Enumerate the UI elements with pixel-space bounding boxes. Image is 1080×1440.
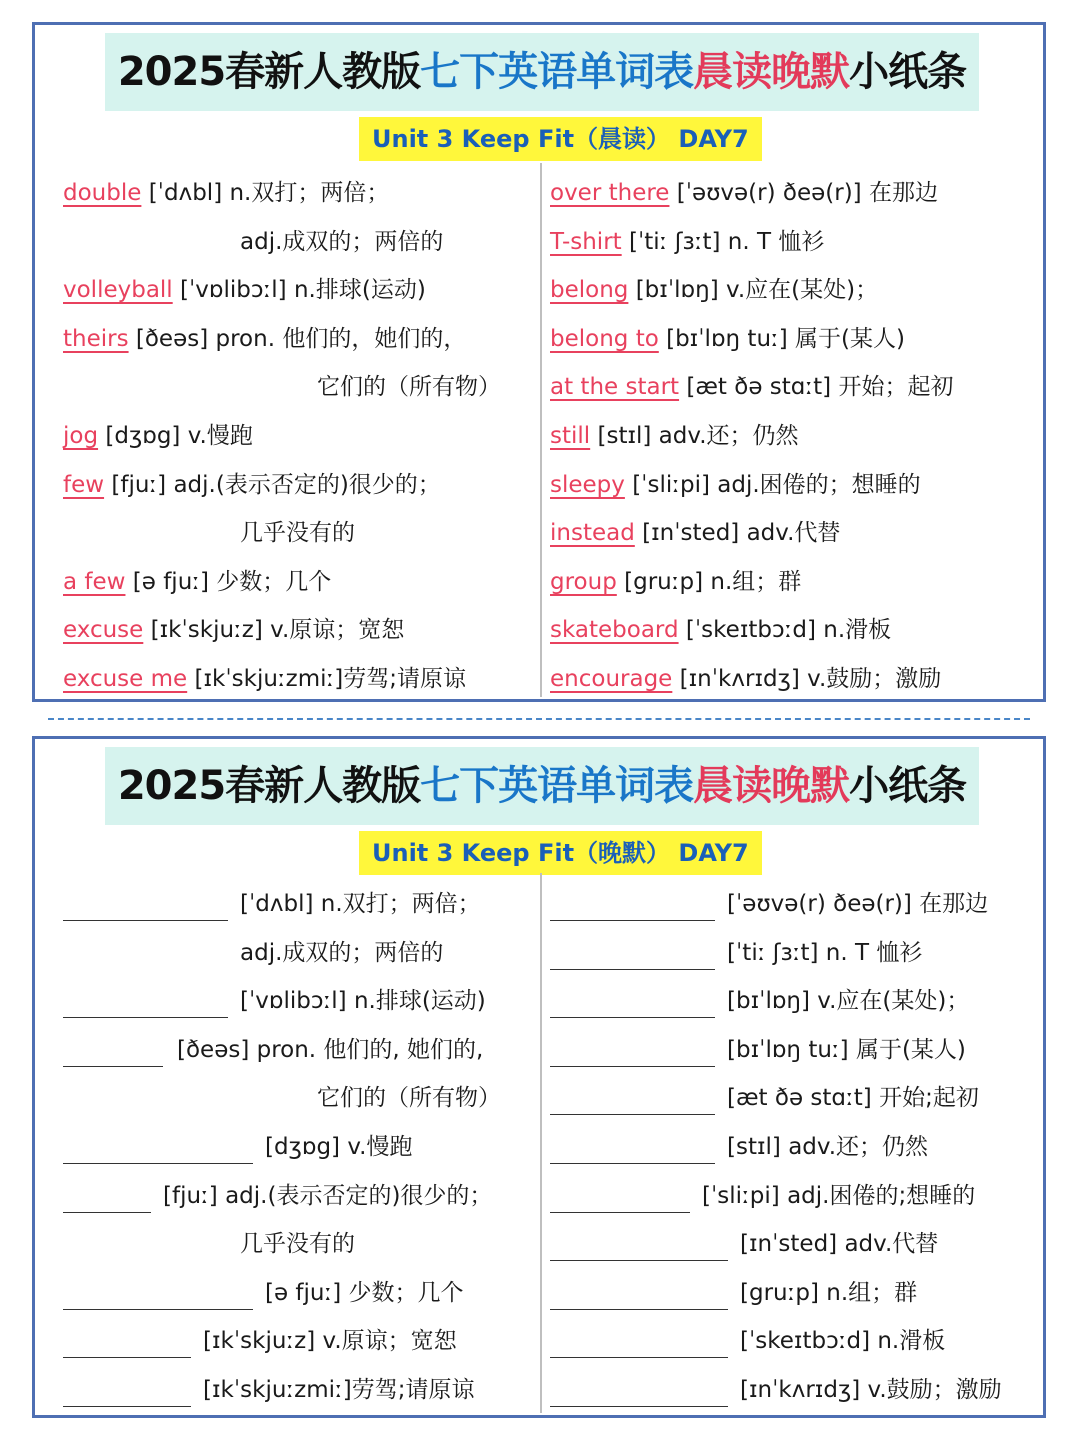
answer-blank[interactable] bbox=[63, 989, 228, 1018]
morning-card bbox=[32, 22, 1046, 702]
vocab-word: still bbox=[550, 423, 591, 449]
answer-blank[interactable] bbox=[550, 1184, 690, 1213]
answer-blank[interactable] bbox=[63, 1184, 151, 1213]
vocab-definition: [dʒɒg] v.慢跑 bbox=[265, 1134, 413, 1160]
vocab-definition: [ˈsliːpi] adj.困倦的；想睡的 bbox=[624, 471, 921, 498]
vocab-word: volleyball bbox=[63, 277, 173, 304]
vocab-definition: 几乎没有的 bbox=[240, 520, 355, 547]
vocab-definition: [ɪkˈskjuːz] v.原谅；宽恕 bbox=[203, 1328, 457, 1355]
answer-blank[interactable] bbox=[63, 1038, 163, 1067]
vocab-row bbox=[63, 610, 404, 650]
vocab-definition: [ˈvɒlibɔːl] n.排球(运动) bbox=[240, 988, 486, 1015]
vocab-definition: [ɪkˈskjuːz] v.原谅；宽恕 bbox=[143, 617, 405, 644]
title-part-4: 小纸条 bbox=[849, 49, 967, 95]
answer-blank[interactable] bbox=[550, 1329, 728, 1358]
title-part-3: 晨读晚默 bbox=[693, 49, 850, 95]
vocab-definition: [ˈskeɪtbɔːd] n.滑板 bbox=[740, 1328, 946, 1355]
vocab-word: over there bbox=[550, 180, 670, 206]
answer-blank[interactable] bbox=[550, 1038, 715, 1067]
vocab-definition: [stɪl] adv.还；仍然 bbox=[727, 1134, 929, 1160]
vocab-definition: [bɪˈlɒŋ] v.应在(某处)； bbox=[628, 277, 879, 304]
vocab-row bbox=[550, 562, 801, 602]
vocab-definition: [æt ðə stɑːt] 开始；起初 bbox=[679, 374, 954, 401]
vocab-row bbox=[550, 416, 799, 456]
dashed-separator bbox=[48, 718, 1030, 720]
answer-blank[interactable] bbox=[550, 941, 715, 970]
vocab-definition: [ˈtiː ʃɜːt] n. T 恤衫 bbox=[727, 939, 923, 966]
answer-blank[interactable] bbox=[550, 1281, 728, 1310]
vocab-word: double bbox=[63, 180, 142, 206]
evening-card bbox=[32, 736, 1046, 1418]
vocab-definition: [gruːp] n.组；群 bbox=[740, 1279, 918, 1306]
vocab-definition: 几乎没有的 bbox=[240, 1231, 355, 1258]
vocab-definition: [stɪl] adv.还；仍然 bbox=[590, 423, 799, 449]
vocab-row bbox=[550, 173, 938, 213]
vocab-definition: [ðeəs] pron. 他们的，她们的， bbox=[128, 325, 467, 352]
vocab-definition: 它们的（所有物） bbox=[317, 374, 501, 401]
title-part-2: 七下英语单词表 bbox=[420, 763, 694, 809]
vocab-definition: [ə fjuː] 少数；几个 bbox=[265, 1279, 464, 1306]
vocab-row bbox=[63, 319, 466, 359]
answer-blank[interactable] bbox=[63, 1135, 253, 1164]
page-title bbox=[105, 33, 979, 111]
column-divider bbox=[540, 873, 542, 1413]
vocab-row bbox=[550, 465, 921, 505]
vocab-definition: [bɪˈlɒŋ tuː] 属于(某人) bbox=[727, 1036, 966, 1063]
vocab-row bbox=[63, 416, 253, 456]
vocab-definition: [ə fjuː] 少数；几个 bbox=[125, 568, 332, 595]
vocab-row bbox=[63, 659, 466, 699]
vocab-definition: [ˈvɒlibɔːl] n.排球(运动) bbox=[172, 277, 426, 304]
vocab-definition: [ˈəʊvə(r) ðeə(r)] 在那边 bbox=[669, 180, 938, 206]
vocab-definition: [ɪkˈskjuːzmiː]劳驾;请原谅 bbox=[203, 1377, 475, 1403]
vocab-definition: [ˈəʊvə(r) ðeə(r)] 在那边 bbox=[727, 891, 989, 917]
vocab-word: T-shirt bbox=[550, 228, 622, 255]
vocab-word: instead bbox=[550, 520, 635, 547]
vocab-definition: [ɪnˈkʌrɪdʒ] v.鼓励；激励 bbox=[672, 666, 942, 692]
vocab-definition: [ɪnˈsted] adv.代替 bbox=[740, 1231, 939, 1258]
answer-blank[interactable] bbox=[63, 892, 228, 921]
vocab-word: few bbox=[63, 471, 105, 498]
vocab-word: belong to bbox=[550, 325, 659, 352]
vocab-word: excuse me bbox=[63, 666, 188, 692]
answer-blank[interactable] bbox=[550, 1378, 728, 1407]
vocab-definition: [ˈsliːpi] adj.困倦的;想睡的 bbox=[702, 1182, 976, 1209]
title-part-1: 2025春新人教版 bbox=[117, 763, 421, 809]
answer-blank[interactable] bbox=[550, 1086, 715, 1115]
vocab-word: at the start bbox=[550, 374, 680, 401]
answer-blank[interactable] bbox=[550, 989, 715, 1018]
answer-blank[interactable] bbox=[63, 1378, 191, 1407]
unit-subtitle: Unit 3 Keep Fit（晨读） DAY7 bbox=[359, 117, 762, 161]
vocab-definition: adj.成双的；两倍的 bbox=[240, 939, 444, 966]
column-divider bbox=[540, 163, 542, 697]
title-part-2: 七下英语单词表 bbox=[420, 49, 694, 95]
page-title bbox=[105, 747, 979, 825]
vocab-definition: [gruːp] n.组；群 bbox=[616, 568, 802, 595]
vocab-word: a few bbox=[63, 568, 126, 595]
vocab-row bbox=[550, 319, 905, 359]
vocab-definition: [ɪnˈsted] adv.代替 bbox=[634, 520, 841, 547]
vocab-definition: [fjuː] adj.(表示否定的)很少的； bbox=[163, 1182, 493, 1209]
vocab-definition: [ɪkˈskjuːzmiː]劳驾;请原谅 bbox=[187, 666, 467, 692]
vocab-definition: [ɪnˈkʌrɪdʒ] v.鼓励；激励 bbox=[740, 1377, 1002, 1403]
vocab-row bbox=[240, 222, 443, 262]
vocab-definition: 它们的（所有物） bbox=[317, 1085, 501, 1112]
vocab-row bbox=[550, 513, 840, 553]
vocab-word: belong bbox=[550, 277, 629, 304]
vocab-definition: [ðeəs] pron. 他们的, 她们的, bbox=[177, 1036, 484, 1063]
vocab-definition: [ˈskeɪtbɔːd] n.滑板 bbox=[678, 617, 892, 644]
title-part-3: 晨读晚默 bbox=[693, 763, 850, 809]
vocab-definition: [ˈdʌbl] n.双打；两倍； bbox=[240, 891, 481, 917]
vocab-row bbox=[550, 367, 953, 407]
vocab-row bbox=[240, 513, 355, 553]
vocab-row bbox=[550, 222, 824, 262]
vocab-row bbox=[550, 659, 941, 699]
answer-blank[interactable] bbox=[550, 892, 715, 921]
vocab-word: skateboard bbox=[550, 617, 679, 644]
vocab-word: theirs bbox=[63, 325, 129, 352]
vocab-word: sleepy bbox=[550, 471, 625, 498]
vocab-definition: [dʒɒg] v.慢跑 bbox=[98, 423, 253, 449]
answer-blank[interactable] bbox=[63, 1281, 253, 1310]
unit-subtitle: Unit 3 Keep Fit（晚默） DAY7 bbox=[359, 831, 762, 875]
answer-blank[interactable] bbox=[550, 1135, 715, 1164]
vocab-definition: [ˈdʌbl] n.双打；两倍； bbox=[141, 180, 390, 206]
vocab-word: group bbox=[550, 568, 617, 595]
vocab-row bbox=[63, 173, 389, 213]
vocab-row bbox=[63, 562, 331, 602]
vocab-definition: [bɪˈlɒŋ] v.应在(某处)； bbox=[727, 988, 970, 1015]
vocab-row bbox=[63, 465, 441, 505]
vocab-row bbox=[550, 270, 878, 310]
vocab-word: encourage bbox=[550, 666, 673, 692]
vocab-row bbox=[550, 610, 891, 650]
vocab-definition: [bɪˈlɒŋ tuː] 属于(某人) bbox=[658, 325, 906, 352]
vocab-word: excuse bbox=[63, 617, 144, 644]
vocab-definition: [æt ðə stɑːt] 开始;起初 bbox=[727, 1085, 979, 1112]
vocab-word: jog bbox=[63, 423, 99, 449]
vocab-row bbox=[63, 270, 426, 310]
title-part-1: 2025春新人教版 bbox=[117, 49, 421, 95]
vocab-definition: [ˈtiː ʃɜːt] n. T 恤衫 bbox=[621, 228, 825, 255]
vocab-definition: adj.成双的；两倍的 bbox=[240, 228, 444, 255]
vocab-definition: [fjuː] adj.(表示否定的)很少的； bbox=[104, 471, 441, 498]
title-part-4: 小纸条 bbox=[849, 763, 967, 809]
answer-blank[interactable] bbox=[550, 1232, 728, 1261]
answer-blank[interactable] bbox=[63, 1329, 191, 1358]
vocab-row bbox=[317, 367, 501, 407]
